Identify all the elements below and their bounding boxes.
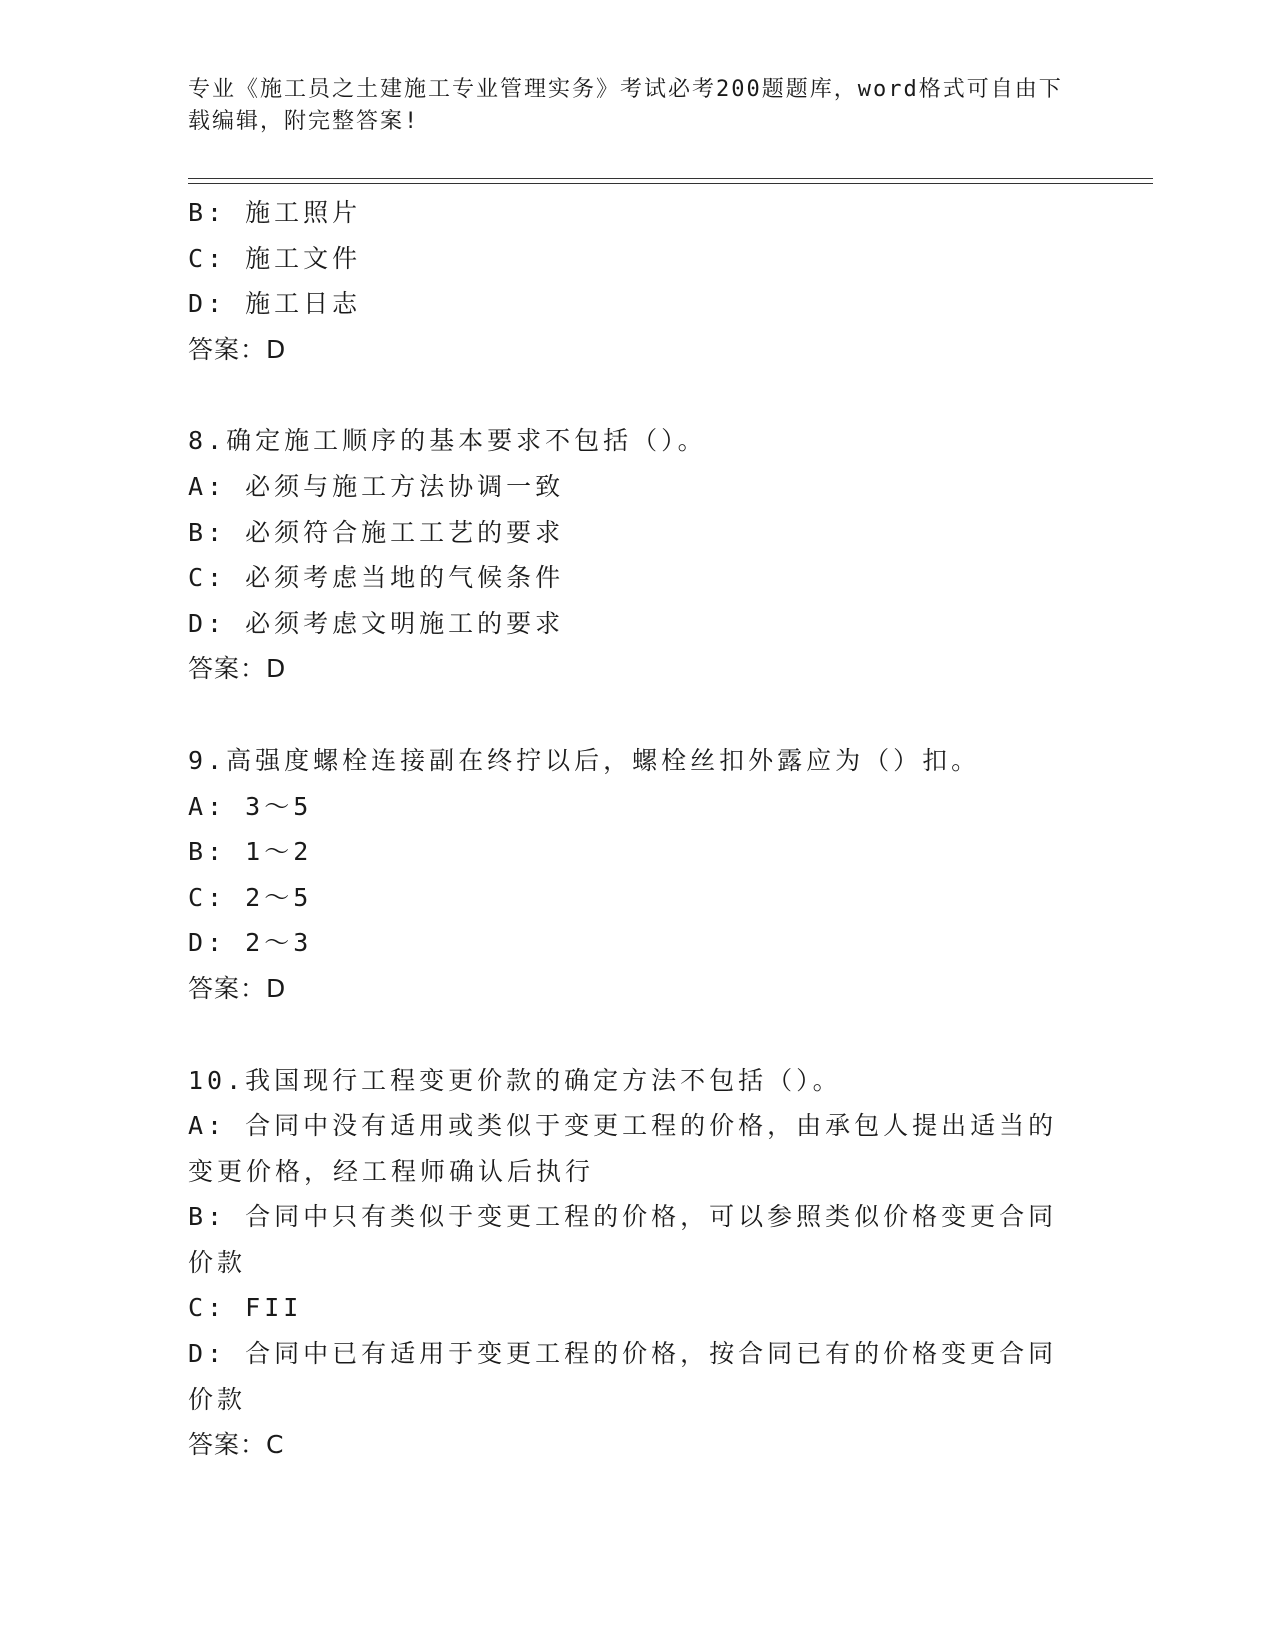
header-rule-bottom: [188, 183, 1153, 184]
question-10: [188, 1058, 1068, 1468]
option-b: B: 合同中只有类似于变更工程的价格，可以参照类似价格变更合同价款: [188, 1202, 1058, 1277]
question-stem: 10.我国现行工程变更价款的确定方法不包括（）。: [188, 1065, 842, 1095]
question-list: [188, 190, 1068, 1468]
option-c: C: 2～5: [188, 882, 313, 912]
spacer: [188, 372, 1068, 418]
option-a: A: 合同中没有适用或类似于变更工程的价格，由承包人提出适当的变更价格，经工程师确认后执行: [188, 1111, 1058, 1186]
spacer: [188, 1012, 1068, 1058]
option-d: D: 必须考虑文明施工的要求: [188, 608, 565, 638]
option-c: C: FII: [188, 1293, 303, 1323]
answer-line: 答案：D: [188, 654, 287, 684]
option-d: D: 施工日志: [188, 289, 362, 319]
option-d: D: 2～3: [188, 928, 313, 958]
option-c: C: 施工文件: [188, 243, 362, 273]
question-9: [188, 738, 1068, 1012]
spacer: [188, 692, 1068, 738]
option-c: C: 必须考虑当地的气候条件: [188, 563, 565, 593]
document-header: 专业《施工员之土建施工专业管理实务》考试必考200题题库，word格式可自由下载编辑，附完整答案!: [188, 77, 1063, 134]
question-stem: 8.确定施工顺序的基本要求不包括（）。: [188, 426, 707, 456]
option-b: B: 1～2: [188, 837, 313, 867]
option-a: A: 3～5: [188, 791, 313, 821]
option-d: D: 合同中已有适用于变更工程的价格，按合同已有的价格变更合同价款: [188, 1339, 1058, 1414]
prev-question-block: [188, 190, 1068, 372]
answer-line: 答案：D: [188, 973, 287, 1003]
answer-line: 答案：C: [188, 1430, 285, 1460]
answer-line: 答案：D: [188, 334, 287, 364]
option-a: A: 必须与施工方法协调一致: [188, 471, 565, 501]
question-stem: 9.高强度螺栓连接副在终拧以后，螺栓丝扣外露应为（）扣。: [188, 745, 981, 775]
option-b: B: 必须符合施工工艺的要求: [188, 517, 565, 547]
header-rule-top: [188, 178, 1153, 179]
question-8: [188, 418, 1068, 692]
option-b: B: 施工照片: [188, 198, 362, 227]
